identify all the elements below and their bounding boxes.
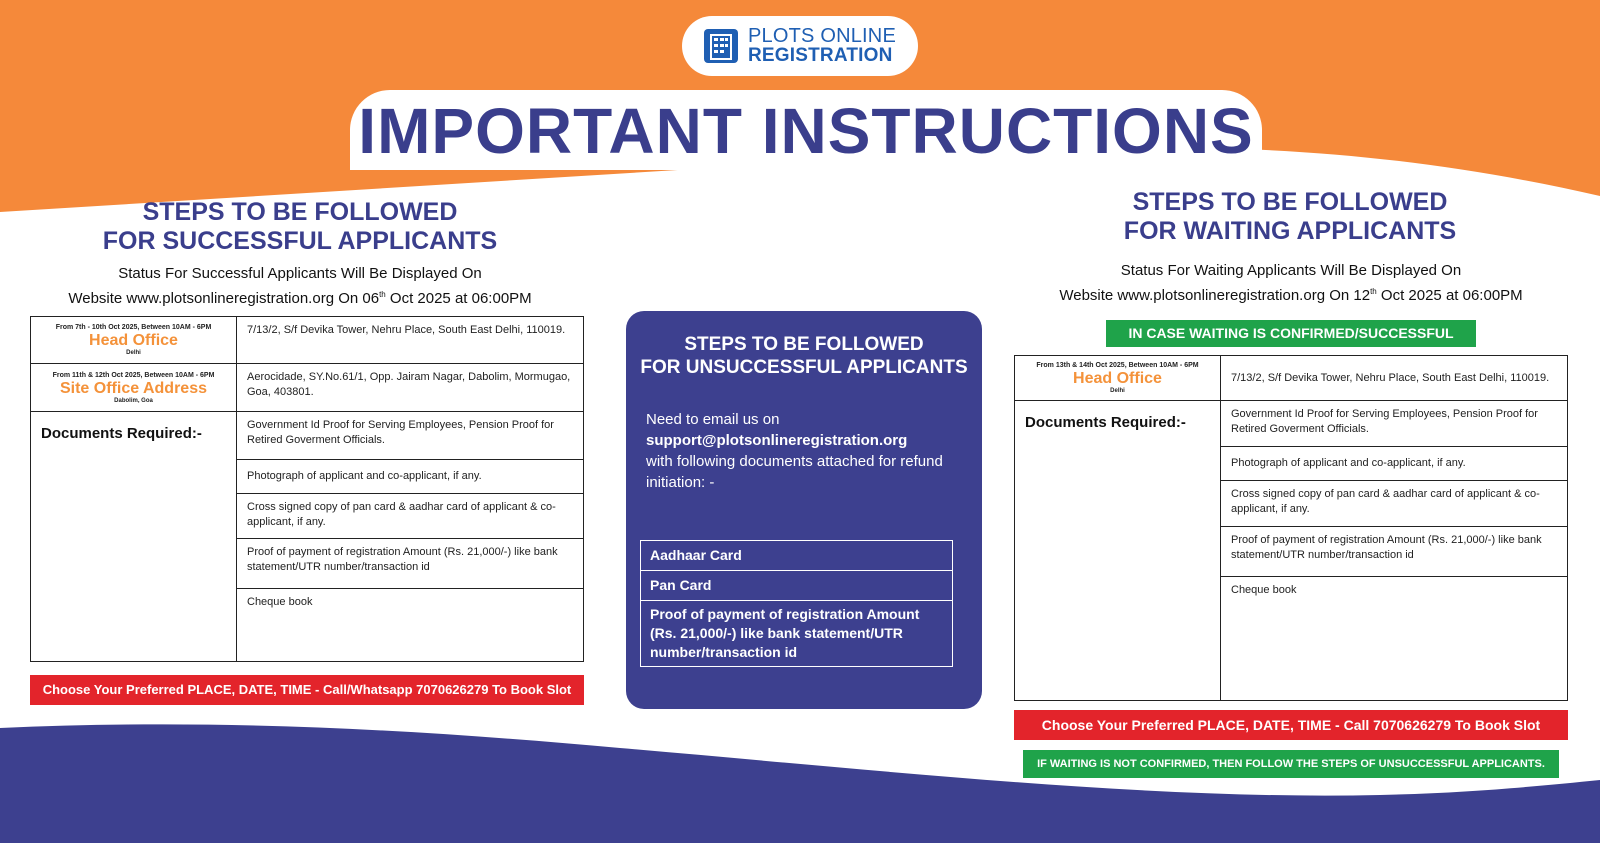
unsuccessful-heading	[626, 333, 982, 379]
doc-item: Government Id Proof for Serving Employees, Pension Proof for Retired Goverment Officials.	[1221, 401, 1568, 447]
unsuccessful-body-line2: with following documents attached for refund initiation: -	[646, 453, 943, 491]
site-office-city: Dabolim, Goa	[114, 397, 153, 404]
waiting-confirmed-banner: IN CASE WAITING IS CONFIRMED/SUCCESSFUL	[1106, 320, 1476, 347]
building-icon	[704, 29, 738, 63]
successful-book-slot-banner: Choose Your Preferred PLACE, DATE, TIME - Call/Whatsapp 7070626279 To Book Slot	[30, 675, 584, 705]
doc-item: Cheque book	[1221, 577, 1568, 701]
table-row	[641, 541, 953, 571]
successful-status-prefix: Website www.plotsonlineregistration.org On 06	[68, 290, 380, 307]
successful-heading	[40, 198, 560, 256]
head-office-date: From 13th & 14th Oct 2025, Between 10AM - 6PM	[1036, 362, 1199, 369]
table-row	[31, 412, 584, 460]
head-office-name: Head Office	[1073, 370, 1162, 387]
waiting-status-suffix: Oct 2025 at 06:00PM	[1376, 287, 1523, 304]
unsuccessful-body	[646, 409, 956, 493]
site-office-address: Aerocidade, SY.No.61/1, Opp. Jairam Nagar, Dabolim, Mormugao, Goa, 403801.	[237, 364, 584, 412]
head-office-city: Delhi	[126, 350, 141, 356]
site-office-cell	[31, 364, 237, 412]
head-office-cell	[31, 317, 237, 364]
successful-heading-line1: STEPS TO BE FOLLOWED	[142, 198, 458, 226]
head-office-cell	[1015, 356, 1221, 401]
doc-item: Cheque book	[237, 589, 584, 662]
table-row	[31, 364, 584, 412]
successful-table	[30, 316, 584, 662]
successful-status-line1: Status For Successful Applicants Will Be Displayed On	[118, 265, 482, 282]
waiting-heading-line1: STEPS TO BE FOLLOWED	[1132, 188, 1448, 216]
unsuccessful-heading-line2: FOR UNSUCCESSFUL APPLICANTS	[640, 357, 968, 378]
waiting-status-sup: th	[1370, 287, 1377, 296]
doc-item: Government Id Proof for Serving Employees, Pension Proof for Retired Goverment Officials.	[237, 412, 584, 460]
doc-item: Pan Card	[641, 571, 953, 601]
unsuccessful-docs-table	[640, 540, 953, 667]
head-office-city: Delhi	[1110, 388, 1125, 394]
successful-heading-line2: FOR SUCCESSFUL APPLICANTS	[102, 227, 498, 255]
table-row	[641, 571, 953, 601]
head-office-date: From 7th - 10th Oct 2025, Between 10AM - 6PM	[55, 324, 212, 331]
page-title: IMPORTANT INSTRUCTIONS	[350, 90, 1262, 170]
waiting-book-slot-banner: Choose Your Preferred PLACE, DATE, TIME - Call 7070626279 To Book Slot	[1014, 710, 1568, 740]
waiting-not-confirmed-banner: IF WAITING IS NOT CONFIRMED, THEN FOLLOW THE STEPS OF UNSUCCESSFUL APPLICANTS.	[1023, 750, 1559, 778]
logo-text	[748, 26, 896, 66]
table-row	[31, 317, 584, 364]
docs-label: Documents Required:-	[1015, 401, 1221, 701]
table-row	[1015, 401, 1568, 447]
doc-item: Proof of payment of registration Amount (Rs. 21,000/-) like bank statement/UTR number/transaction id	[237, 539, 584, 589]
table-row	[1015, 356, 1568, 401]
successful-status-sup: th	[379, 290, 386, 299]
unsuccessful-card	[626, 311, 982, 709]
navy-bottom-wave	[0, 724, 1600, 843]
doc-item: Photograph of applicant and co-applicant, if any.	[237, 460, 584, 494]
site-office-name: Site Office Address	[59, 379, 207, 397]
doc-item: Proof of payment of registration Amount (Rs. 21,000/-) like bank statement/UTR number/transaction id	[641, 601, 953, 667]
waiting-status-prefix: Website www.plotsonlineregistration.org On 12	[1059, 287, 1371, 304]
head-office-address: 7/13/2, S/f Devika Tower, Nehru Place, South East Delhi, 110019.	[1221, 356, 1568, 401]
docs-label: Documents Required:-	[31, 412, 237, 662]
doc-item: Cross signed copy of pan card & aadhar card of applicant & co-applicant, if any.	[1221, 481, 1568, 527]
doc-item: Proof of payment of registration Amount (Rs. 21,000/-) like bank statement/UTR number/transaction id	[1221, 527, 1568, 577]
waiting-table	[1014, 355, 1568, 701]
table-row	[641, 601, 953, 667]
doc-item: Cross signed copy of pan card & aadhar card of applicant & co-applicant, if any.	[237, 494, 584, 539]
waiting-status-line2	[1010, 281, 1572, 306]
logo	[682, 16, 918, 76]
doc-item: Aadhaar Card	[641, 541, 953, 571]
successful-status-suffix: Oct 2025 at 06:00PM	[385, 290, 532, 307]
waiting-heading-line2: FOR WAITING APPLICANTS	[1123, 217, 1457, 245]
doc-item: Photograph of applicant and co-applicant, if any.	[1221, 447, 1568, 481]
head-office-name: Head Office	[89, 332, 178, 349]
unsuccessful-body-line1: Need to email us on	[646, 411, 780, 428]
successful-status-line2	[30, 284, 570, 309]
logo-line1: PLOTS ONLINE	[748, 25, 896, 47]
waiting-status	[1010, 260, 1572, 306]
logo-line2: REGISTRATION	[748, 45, 893, 66]
waiting-status-line1: Status For Waiting Applicants Will Be Displayed On	[1120, 262, 1462, 279]
successful-status	[30, 263, 570, 309]
head-office-address: 7/13/2, S/f Devika Tower, Nehru Place, South East Delhi, 110019.	[237, 317, 584, 364]
unsuccessful-heading-line1: STEPS TO BE FOLLOWED	[684, 334, 924, 355]
site-office-date: From 11th & 12th Oct 2025, Between 10AM - 6PM	[52, 371, 215, 379]
support-email[interactable]: support@plotsonlineregistration.org	[646, 432, 908, 449]
waiting-heading	[1030, 188, 1550, 246]
